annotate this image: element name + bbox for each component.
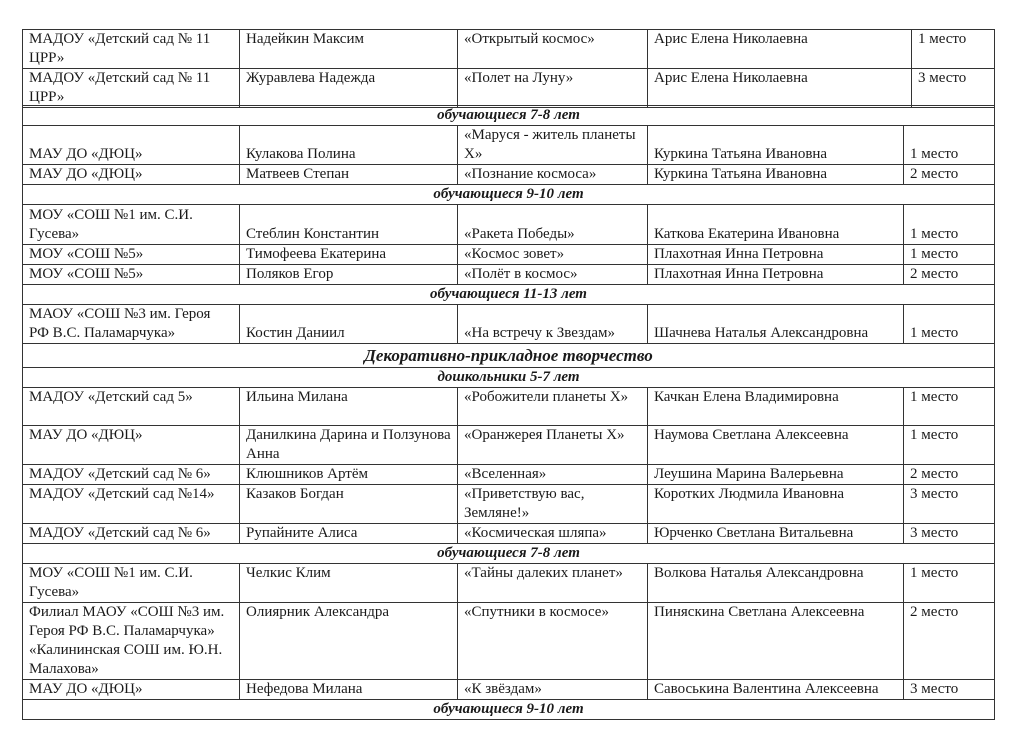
- section-header-row: [23, 344, 995, 368]
- table-row: [23, 564, 995, 603]
- org-cell: МАОУ «СОШ №3 им. Героя РФ В.С. Паламарчука»: [23, 305, 240, 344]
- work-cell: «К звёздам»: [458, 680, 648, 700]
- place-cell: 2 место: [904, 603, 995, 680]
- place-cell: 1 место: [904, 388, 995, 426]
- participant-cell: Стеблин Константин: [240, 205, 458, 245]
- work-cell: «Открытый космос»: [458, 30, 648, 69]
- table-row: [23, 524, 995, 544]
- place-cell: 1 место: [904, 245, 995, 265]
- group-header: обучающиеся 9-10 лет: [23, 700, 995, 720]
- teacher-cell: Волкова Наталья Александровна: [648, 564, 904, 603]
- results-table: [22, 105, 995, 720]
- teacher-cell: Куркина Татьяна Ивановна: [648, 165, 904, 185]
- participant-cell: Надейкин Максим: [240, 30, 458, 69]
- place-cell: 1 место: [904, 126, 995, 165]
- org-cell: МАДОУ «Детский сад № 6»: [23, 465, 240, 485]
- group-header-row: [23, 185, 995, 205]
- teacher-cell: Савоськина Валентина Алексеевна: [648, 680, 904, 700]
- participant-cell: Журавлева Надежда: [240, 69, 458, 108]
- work-cell: «Полет на Луну»: [458, 69, 648, 108]
- org-cell: МАДОУ «Детский сад № 11 ЦРР»: [23, 30, 240, 69]
- org-cell: МОУ «СОШ №1 им. С.И. Гусева»: [23, 564, 240, 603]
- org-cell: МАДОУ «Детский сад № 6»: [23, 524, 240, 544]
- org-cell: Филиал МАОУ «СОШ №3 им. Героя РФ В.С. Паламарчука» «Калининская СОШ им. Ю.Н. Малахова»: [23, 603, 240, 680]
- group-header-row: [23, 700, 995, 720]
- place-cell: 3 место: [904, 680, 995, 700]
- org-cell: МАУ ДО «ДЮЦ»: [23, 126, 240, 165]
- table-row: [23, 426, 995, 465]
- participant-cell: Ильина Милана: [240, 388, 458, 426]
- org-cell: МАУ ДО «ДЮЦ»: [23, 426, 240, 465]
- participant-cell: Нефедова Милана: [240, 680, 458, 700]
- org-cell: МАУ ДО «ДЮЦ»: [23, 680, 240, 700]
- teacher-cell: Куркина Татьяна Ивановна: [648, 126, 904, 165]
- place-cell: 3 место: [904, 485, 995, 524]
- org-cell: МАДОУ «Детский сад 5»: [23, 388, 240, 426]
- table-row: [23, 305, 995, 344]
- work-cell: «Познание космоса»: [458, 165, 648, 185]
- group-header-row: [23, 544, 995, 564]
- work-cell: «Космическая шляпа»: [458, 524, 648, 544]
- work-cell: «Тайны далеких планет»: [458, 564, 648, 603]
- table-row: [23, 485, 995, 524]
- participant-cell: Клюшников Артём: [240, 465, 458, 485]
- group-header-row: [23, 368, 995, 388]
- teacher-cell: Наумова Светлана Алексеевна: [648, 426, 904, 465]
- table-row: [23, 165, 995, 185]
- work-cell: «Вселенная»: [458, 465, 648, 485]
- work-cell: «Космос зовет»: [458, 245, 648, 265]
- participant-cell: Данилкина Дарина и Ползунова Анна: [240, 426, 458, 465]
- work-cell: «Оранжерея Планеты Х»: [458, 426, 648, 465]
- work-cell: «Робожители планеты Х»: [458, 388, 648, 426]
- place-cell: 2 место: [904, 165, 995, 185]
- work-cell: «Приветствую вас, Земляне!»: [458, 485, 648, 524]
- group-header: дошкольники 5-7 лет: [23, 368, 995, 388]
- org-cell: МОУ «СОШ №1 им. С.И. Гусева»: [23, 205, 240, 245]
- participant-cell: Тимофеева Екатерина: [240, 245, 458, 265]
- place-cell: 1 место: [904, 305, 995, 344]
- org-cell: МОУ «СОШ №5»: [23, 265, 240, 285]
- place-cell: 2 место: [904, 465, 995, 485]
- teacher-cell: Плахотная Инна Петровна: [648, 245, 904, 265]
- teacher-cell: Коротких Людмила Ивановна: [648, 485, 904, 524]
- org-cell: МАДОУ «Детский сад №14»: [23, 485, 240, 524]
- section-title: Декоративно-прикладное творчество: [23, 344, 995, 368]
- work-cell: «Полёт в космос»: [458, 265, 648, 285]
- work-cell: «На встречу к Звездам»: [458, 305, 648, 344]
- table-row: [23, 205, 995, 245]
- place-cell: 1 место: [904, 426, 995, 465]
- group-header: обучающиеся 11-13 лет: [23, 285, 995, 305]
- place-cell: 1 место: [912, 30, 995, 69]
- teacher-cell: Арис Елена Николаевна: [648, 69, 912, 108]
- place-cell: 3 место: [912, 69, 995, 108]
- place-cell: 1 место: [904, 564, 995, 603]
- place-cell: 3 место: [904, 524, 995, 544]
- group-header: обучающиеся 9-10 лет: [23, 185, 995, 205]
- table-row: [23, 69, 995, 108]
- teacher-cell: Шачнева Наталья Александровна: [648, 305, 904, 344]
- org-cell: МАУ ДО «ДЮЦ»: [23, 165, 240, 185]
- teacher-cell: Каткова Екатерина Ивановна: [648, 205, 904, 245]
- participant-cell: Челкис Клим: [240, 564, 458, 603]
- group-header-row: [23, 106, 995, 126]
- teacher-cell: Плахотная Инна Петровна: [648, 265, 904, 285]
- participant-cell: Костин Даниил: [240, 305, 458, 344]
- table-row: [23, 680, 995, 700]
- place-cell: 2 место: [904, 265, 995, 285]
- table-row: [23, 603, 995, 680]
- teacher-cell: Качкан Елена Владимировна: [648, 388, 904, 426]
- group-header: обучающиеся 7-8 лет: [23, 544, 995, 564]
- work-cell: «Маруся - житель планеты Х»: [458, 126, 648, 165]
- table-row: [23, 465, 995, 485]
- teacher-cell: Леушина Марина Валерьевна: [648, 465, 904, 485]
- participant-cell: Олиярник Александра: [240, 603, 458, 680]
- org-cell: МАДОУ «Детский сад № 11 ЦРР»: [23, 69, 240, 108]
- group-header-row: [23, 285, 995, 305]
- table-row: [23, 126, 995, 165]
- work-cell: «Ракета Победы»: [458, 205, 648, 245]
- results-table-top: [22, 29, 995, 108]
- group-header: обучающиеся 7-8 лет: [23, 106, 995, 126]
- table-row: [23, 265, 995, 285]
- place-cell: 1 место: [904, 205, 995, 245]
- teacher-cell: Пиняскина Светлана Алексеевна: [648, 603, 904, 680]
- participant-cell: Поляков Егор: [240, 265, 458, 285]
- teacher-cell: Арис Елена Николаевна: [648, 30, 912, 69]
- participant-cell: Кулакова Полина: [240, 126, 458, 165]
- table-row: [23, 388, 995, 426]
- org-cell: МОУ «СОШ №5»: [23, 245, 240, 265]
- table-row: [23, 245, 995, 265]
- work-cell: «Спутники в космосе»: [458, 603, 648, 680]
- teacher-cell: Юрченко Светлана Витальевна: [648, 524, 904, 544]
- participant-cell: Казаков Богдан: [240, 485, 458, 524]
- participant-cell: Матвеев Степан: [240, 165, 458, 185]
- participant-cell: Рупайните Алиса: [240, 524, 458, 544]
- table-row: [23, 30, 995, 69]
